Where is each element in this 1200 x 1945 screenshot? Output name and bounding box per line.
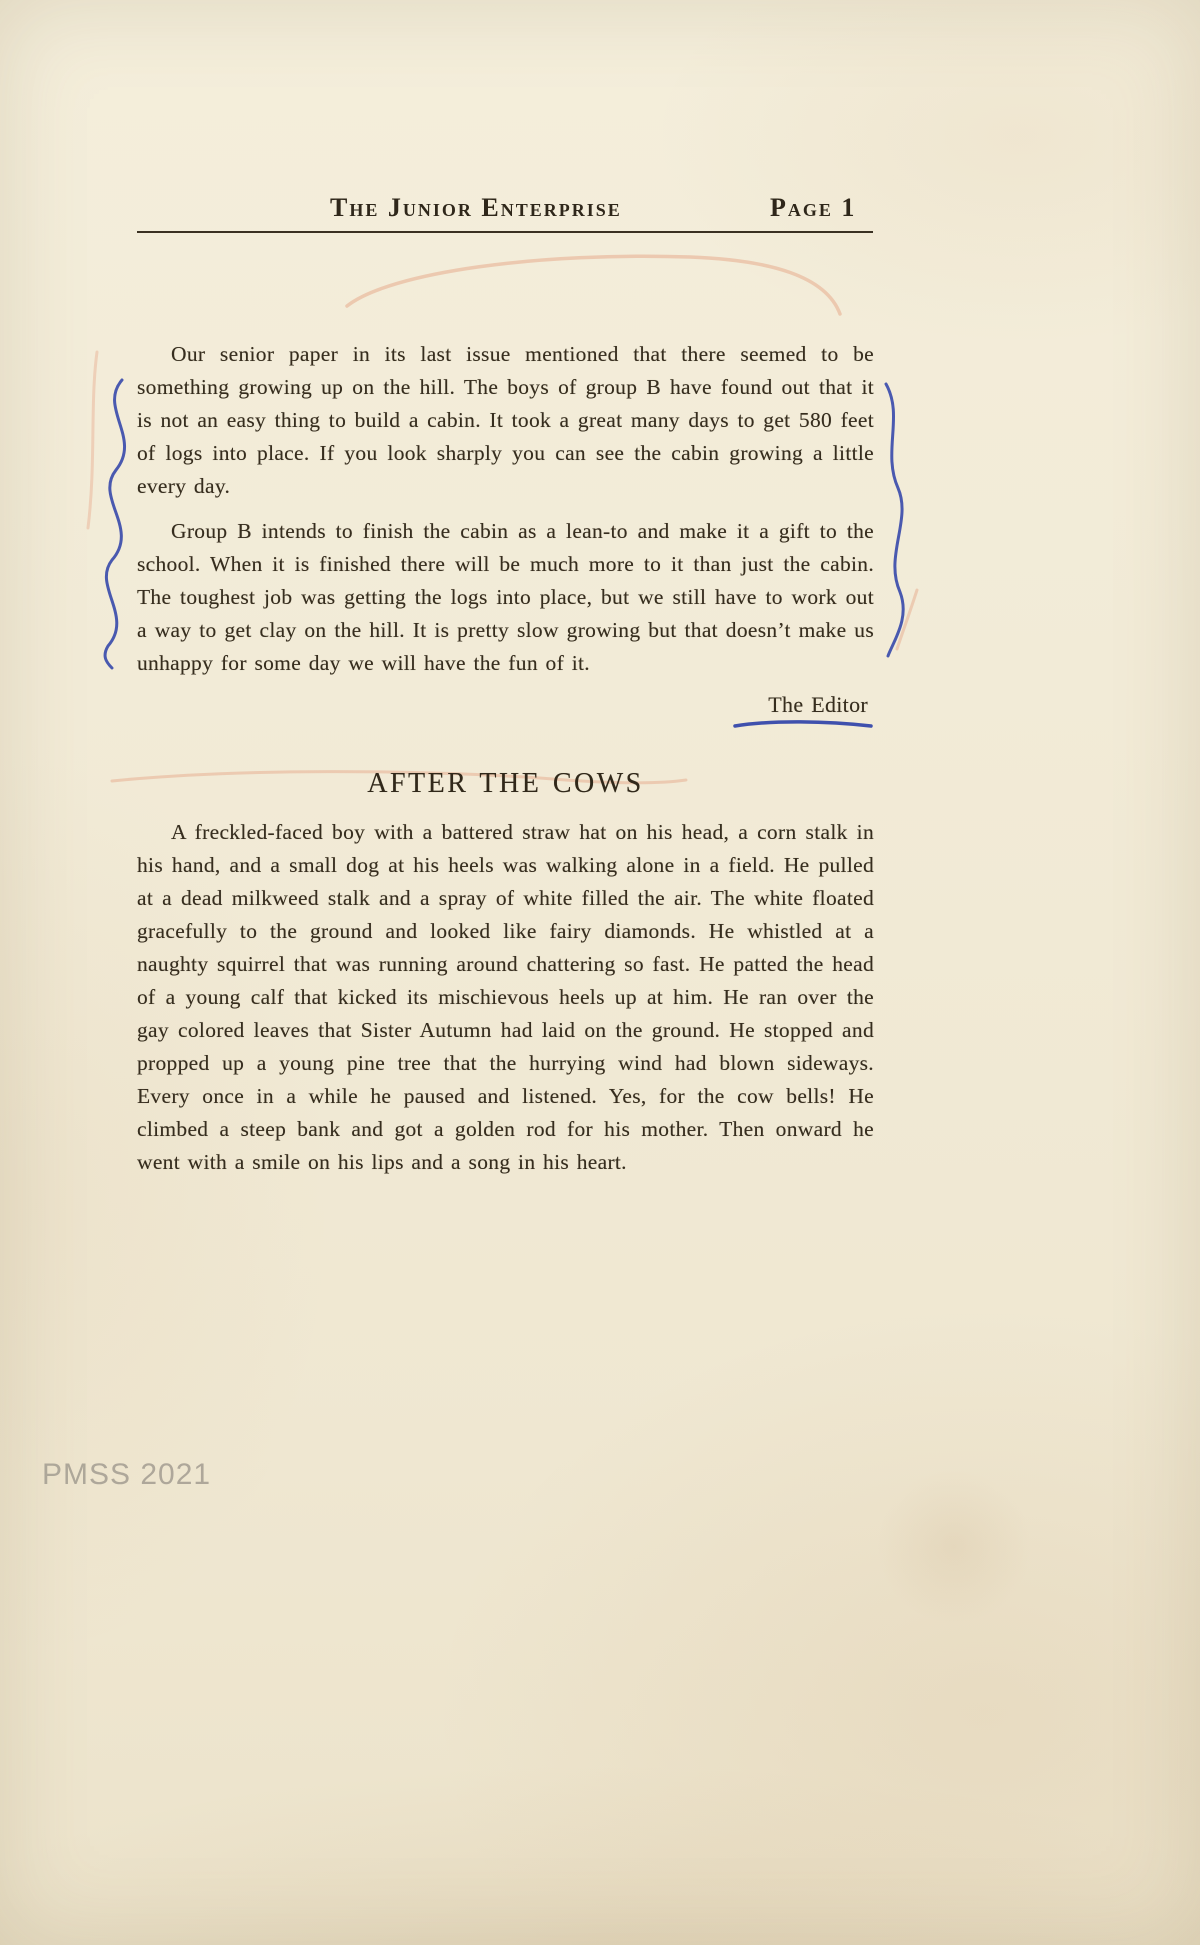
ink-brace-left — [105, 380, 125, 668]
story-heading: AFTER THE COWS — [367, 768, 644, 799]
ink-brace-right — [886, 384, 903, 656]
pencil-arc-top — [347, 256, 840, 314]
page-body — [137, 338, 874, 1179]
pencil-stroke-right — [897, 590, 917, 649]
archive-watermark: PMSS 2021 — [42, 1458, 212, 1491]
story-paragraph: A freckled-faced boy with a battered straw hat on his head, a corn stalk in his hand, and a small dog at his heels was walking alone in a field. He pulled at a dead milkweed stalk and a spray of white filled the air. The white floated gracefully to the ground and looked like fairy diamonds. He whistled at a naughty squirrel that was running around chattering so fast. He patted the head of a young calf that kicked its mischievous heels up at him. He ran over the gay colored leaves that Sister Autumn had laid on the ground. He stopped and propped up a young pine tree that the hurrying wind had blown sideways. Every once in a while he paused and listened. Yes, for the cow bells! He climbed a steep bank and got a golden rod for his mother. Then onward he went with a smile on his lips and a song in his heart. — [137, 820, 874, 1174]
editorial-paragraph: Group B intends to finish the cabin as a lean-to and make it a gift to the school. When it is finished there will be much more to it than just the cabin. The toughest job was getting the logs into place, but we still have to work out a way to get clay on the hill. It is pretty slow growing but that doesn’t make us unhappy for some day we will have the fun of it. — [137, 519, 874, 675]
page-number: Page 1 — [770, 193, 857, 222]
masthead-rule — [137, 231, 873, 233]
editor-signature — [137, 688, 874, 721]
editorial-paragraph: Our senior paper in its last issue mentioned that there seemed to be something growing up on the hill. The boys of group B have found out that it is not an easy thing to build a cabin. It took a great many days to get 580 feet of logs into place. If you look sharply you can see the cabin growing a little every day. — [137, 342, 874, 498]
newspaper-title: The Junior Enterprise — [330, 193, 622, 222]
editor-signature-text: The Editor — [768, 692, 868, 717]
pencil-stroke-left — [88, 352, 97, 528]
ink-underline — [732, 717, 874, 731]
